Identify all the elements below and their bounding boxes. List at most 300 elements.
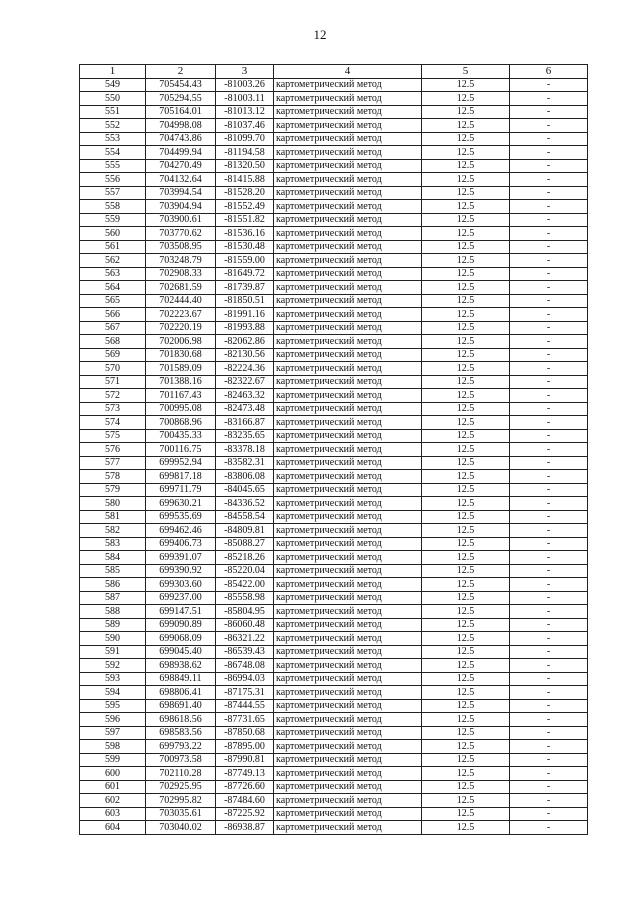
note-cell: - [510, 335, 588, 349]
accuracy-cell: 12.5 [422, 753, 510, 767]
y-coordinate-cell: -82473.48 [216, 402, 274, 416]
method-cell: картометрический метод [274, 618, 422, 632]
note-cell: - [510, 551, 588, 565]
header-cell: 3 [216, 65, 274, 79]
accuracy-cell: 12.5 [422, 92, 510, 106]
method-cell: картометрический метод [274, 92, 422, 106]
x-coordinate-cell: 704998.08 [146, 119, 216, 133]
table-row [80, 726, 588, 740]
table-row [80, 92, 588, 106]
y-coordinate-cell: -82062.86 [216, 335, 274, 349]
note-cell: - [510, 105, 588, 119]
accuracy-cell: 12.5 [422, 267, 510, 281]
accuracy-cell: 12.5 [422, 794, 510, 808]
y-coordinate-cell: -85422.00 [216, 578, 274, 592]
table-row [80, 483, 588, 497]
method-cell: картометрический метод [274, 645, 422, 659]
accuracy-cell: 12.5 [422, 335, 510, 349]
y-coordinate-cell: -81415.88 [216, 173, 274, 187]
table-row [80, 254, 588, 268]
x-coordinate-cell: 698938.62 [146, 659, 216, 673]
y-coordinate-cell: -85558.98 [216, 591, 274, 605]
y-coordinate-cell: -85220.04 [216, 564, 274, 578]
table-row [80, 699, 588, 713]
note-cell: - [510, 780, 588, 794]
y-coordinate-cell: -83806.08 [216, 470, 274, 484]
y-coordinate-cell: -81320.50 [216, 159, 274, 173]
point-number-cell: 598 [80, 740, 146, 754]
note-cell: - [510, 267, 588, 281]
x-coordinate-cell: 701388.16 [146, 375, 216, 389]
y-coordinate-cell: -81551.82 [216, 213, 274, 227]
method-cell: картометрический метод [274, 321, 422, 335]
method-cell: картометрический метод [274, 807, 422, 821]
y-coordinate-cell: -81552.49 [216, 200, 274, 214]
note-cell: - [510, 200, 588, 214]
note-cell: - [510, 254, 588, 268]
accuracy-cell: 12.5 [422, 767, 510, 781]
note-cell: - [510, 456, 588, 470]
x-coordinate-cell: 702006.98 [146, 335, 216, 349]
y-coordinate-cell: -81536.16 [216, 227, 274, 241]
table-row [80, 645, 588, 659]
page-number: 12 [313, 27, 327, 42]
accuracy-cell: 12.5 [422, 294, 510, 308]
header-cell: 6 [510, 65, 588, 79]
method-cell: картометрический метод [274, 794, 422, 808]
y-coordinate-cell: -87726.60 [216, 780, 274, 794]
x-coordinate-cell: 703248.79 [146, 254, 216, 268]
note-cell: - [510, 726, 588, 740]
point-number-cell: 573 [80, 402, 146, 416]
accuracy-cell: 12.5 [422, 713, 510, 727]
accuracy-cell: 12.5 [422, 240, 510, 254]
table-row [80, 470, 588, 484]
point-number-cell: 571 [80, 375, 146, 389]
method-cell: картометрический метод [274, 375, 422, 389]
x-coordinate-cell: 700868.96 [146, 416, 216, 430]
note-cell: - [510, 672, 588, 686]
note-cell: - [510, 578, 588, 592]
note-cell: - [510, 632, 588, 646]
note-cell: - [510, 294, 588, 308]
note-cell: - [510, 375, 588, 389]
point-number-cell: 559 [80, 213, 146, 227]
table-row [80, 564, 588, 578]
y-coordinate-cell: -82463.32 [216, 389, 274, 403]
x-coordinate-cell: 703035.61 [146, 807, 216, 821]
method-cell: картометрический метод [274, 537, 422, 551]
point-number-cell: 579 [80, 483, 146, 497]
table-row [80, 281, 588, 295]
y-coordinate-cell: -81194.58 [216, 146, 274, 160]
x-coordinate-cell: 699390.92 [146, 564, 216, 578]
table-row [80, 348, 588, 362]
note-cell: - [510, 416, 588, 430]
point-number-cell: 597 [80, 726, 146, 740]
x-coordinate-cell: 699406.73 [146, 537, 216, 551]
y-coordinate-cell: -87731.65 [216, 713, 274, 727]
y-coordinate-cell: -84558.54 [216, 510, 274, 524]
accuracy-cell: 12.5 [422, 132, 510, 146]
table-row [80, 443, 588, 457]
note-cell: - [510, 686, 588, 700]
coordinates-table [79, 64, 588, 835]
point-number-cell: 595 [80, 699, 146, 713]
point-number-cell: 549 [80, 78, 146, 92]
point-number-cell: 581 [80, 510, 146, 524]
accuracy-cell: 12.5 [422, 159, 510, 173]
x-coordinate-cell: 702223.67 [146, 308, 216, 322]
method-cell: картометрический метод [274, 564, 422, 578]
accuracy-cell: 12.5 [422, 173, 510, 187]
method-cell: картометрический метод [274, 132, 422, 146]
y-coordinate-cell: -87850.68 [216, 726, 274, 740]
method-cell: картометрический метод [274, 78, 422, 92]
note-cell: - [510, 807, 588, 821]
point-number-cell: 582 [80, 524, 146, 538]
note-cell: - [510, 402, 588, 416]
method-cell: картометрический метод [274, 389, 422, 403]
y-coordinate-cell: -83166.87 [216, 416, 274, 430]
table-row [80, 240, 588, 254]
y-coordinate-cell: -86938.87 [216, 821, 274, 835]
x-coordinate-cell: 699237.00 [146, 591, 216, 605]
method-cell: картометрический метод [274, 632, 422, 646]
y-coordinate-cell: -84045.65 [216, 483, 274, 497]
y-coordinate-cell: -83582.31 [216, 456, 274, 470]
table-row [80, 200, 588, 214]
accuracy-cell: 12.5 [422, 537, 510, 551]
table-row [80, 456, 588, 470]
y-coordinate-cell: -87990.81 [216, 753, 274, 767]
table-row [80, 294, 588, 308]
method-cell: картометрический метод [274, 470, 422, 484]
method-cell: картометрический метод [274, 767, 422, 781]
table-row [80, 335, 588, 349]
note-cell: - [510, 132, 588, 146]
point-number-cell: 562 [80, 254, 146, 268]
table-row [80, 510, 588, 524]
table-row [80, 659, 588, 673]
x-coordinate-cell: 702110.28 [146, 767, 216, 781]
note-cell: - [510, 227, 588, 241]
y-coordinate-cell: -81993.88 [216, 321, 274, 335]
note-cell: - [510, 605, 588, 619]
note-cell: - [510, 78, 588, 92]
table-row [80, 119, 588, 133]
x-coordinate-cell: 698583.56 [146, 726, 216, 740]
point-number-cell: 569 [80, 348, 146, 362]
x-coordinate-cell: 704132.64 [146, 173, 216, 187]
note-cell: - [510, 92, 588, 106]
method-cell: картометрический метод [274, 308, 422, 322]
table-row [80, 375, 588, 389]
x-coordinate-cell: 702925.95 [146, 780, 216, 794]
y-coordinate-cell: -87175.31 [216, 686, 274, 700]
y-coordinate-cell: -86994.03 [216, 672, 274, 686]
point-number-cell: 590 [80, 632, 146, 646]
y-coordinate-cell: -85218.26 [216, 551, 274, 565]
point-number-cell: 602 [80, 794, 146, 808]
x-coordinate-cell: 705164.01 [146, 105, 216, 119]
method-cell: картометрический метод [274, 659, 422, 673]
table-row [80, 402, 588, 416]
table-row [80, 227, 588, 241]
note-cell: - [510, 713, 588, 727]
method-cell: картометрический метод [274, 524, 422, 538]
point-number-cell: 586 [80, 578, 146, 592]
note-cell: - [510, 159, 588, 173]
method-cell: картометрический метод [274, 402, 422, 416]
y-coordinate-cell: -81739.87 [216, 281, 274, 295]
accuracy-cell: 12.5 [422, 389, 510, 403]
x-coordinate-cell: 703904.94 [146, 200, 216, 214]
x-coordinate-cell: 704499.94 [146, 146, 216, 160]
x-coordinate-cell: 700995.08 [146, 402, 216, 416]
method-cell: картометрический метод [274, 105, 422, 119]
table-row [80, 794, 588, 808]
x-coordinate-cell: 701830.68 [146, 348, 216, 362]
note-cell: - [510, 119, 588, 133]
method-cell: картометрический метод [274, 416, 422, 430]
header-cell: 5 [422, 65, 510, 79]
x-coordinate-cell: 704270.49 [146, 159, 216, 173]
point-number-cell: 588 [80, 605, 146, 619]
accuracy-cell: 12.5 [422, 78, 510, 92]
header-cell: 4 [274, 65, 422, 79]
accuracy-cell: 12.5 [422, 119, 510, 133]
accuracy-cell: 12.5 [422, 416, 510, 430]
y-coordinate-cell: -81099.70 [216, 132, 274, 146]
accuracy-cell: 12.5 [422, 551, 510, 565]
table-row [80, 362, 588, 376]
table-row [80, 740, 588, 754]
accuracy-cell: 12.5 [422, 780, 510, 794]
y-coordinate-cell: -81013.12 [216, 105, 274, 119]
note-cell: - [510, 659, 588, 673]
note-cell: - [510, 483, 588, 497]
table-row [80, 537, 588, 551]
note-cell: - [510, 524, 588, 538]
point-number-cell: 585 [80, 564, 146, 578]
point-number-cell: 593 [80, 672, 146, 686]
point-number-cell: 551 [80, 105, 146, 119]
point-number-cell: 560 [80, 227, 146, 241]
method-cell: картометрический метод [274, 119, 422, 133]
method-cell: картометрический метод [274, 456, 422, 470]
point-number-cell: 578 [80, 470, 146, 484]
x-coordinate-cell: 701167.43 [146, 389, 216, 403]
y-coordinate-cell: -81037.46 [216, 119, 274, 133]
table-row [80, 497, 588, 511]
method-cell: картометрический метод [274, 672, 422, 686]
method-cell: картометрический метод [274, 429, 422, 443]
x-coordinate-cell: 699793.22 [146, 740, 216, 754]
table-row [80, 821, 588, 835]
table-row [80, 686, 588, 700]
header-cell: 1 [80, 65, 146, 79]
note-cell: - [510, 240, 588, 254]
accuracy-cell: 12.5 [422, 200, 510, 214]
point-number-cell: 557 [80, 186, 146, 200]
x-coordinate-cell: 703900.61 [146, 213, 216, 227]
method-cell: картометрический метод [274, 254, 422, 268]
accuracy-cell: 12.5 [422, 497, 510, 511]
accuracy-cell: 12.5 [422, 699, 510, 713]
x-coordinate-cell: 698849.11 [146, 672, 216, 686]
x-coordinate-cell: 699535.69 [146, 510, 216, 524]
point-number-cell: 596 [80, 713, 146, 727]
x-coordinate-cell: 699090.89 [146, 618, 216, 632]
table-row [80, 767, 588, 781]
table-row [80, 213, 588, 227]
y-coordinate-cell: -82130.56 [216, 348, 274, 362]
y-coordinate-cell: -81003.11 [216, 92, 274, 106]
method-cell: картометрический метод [274, 483, 422, 497]
note-cell: - [510, 497, 588, 511]
x-coordinate-cell: 703508.95 [146, 240, 216, 254]
x-coordinate-cell: 702681.59 [146, 281, 216, 295]
accuracy-cell: 12.5 [422, 281, 510, 295]
accuracy-cell: 12.5 [422, 564, 510, 578]
accuracy-cell: 12.5 [422, 578, 510, 592]
accuracy-cell: 12.5 [422, 308, 510, 322]
y-coordinate-cell: -87225.92 [216, 807, 274, 821]
y-coordinate-cell: -81649.72 [216, 267, 274, 281]
accuracy-cell: 12.5 [422, 483, 510, 497]
note-cell: - [510, 645, 588, 659]
note-cell: - [510, 537, 588, 551]
point-number-cell: 580 [80, 497, 146, 511]
accuracy-cell: 12.5 [422, 362, 510, 376]
table-row [80, 524, 588, 538]
point-number-cell: 600 [80, 767, 146, 781]
note-cell: - [510, 362, 588, 376]
method-cell: картометрический метод [274, 713, 422, 727]
note-cell: - [510, 443, 588, 457]
accuracy-cell: 12.5 [422, 213, 510, 227]
y-coordinate-cell: -81528.20 [216, 186, 274, 200]
y-coordinate-cell: -86321.22 [216, 632, 274, 646]
y-coordinate-cell: -81559.00 [216, 254, 274, 268]
method-cell: картометрический метод [274, 821, 422, 835]
x-coordinate-cell: 700116.75 [146, 443, 216, 457]
y-coordinate-cell: -81003.26 [216, 78, 274, 92]
table-row [80, 105, 588, 119]
point-number-cell: 558 [80, 200, 146, 214]
accuracy-cell: 12.5 [422, 443, 510, 457]
point-number-cell: 550 [80, 92, 146, 106]
accuracy-cell: 12.5 [422, 227, 510, 241]
note-cell: - [510, 794, 588, 808]
y-coordinate-cell: -86748.08 [216, 659, 274, 673]
accuracy-cell: 12.5 [422, 672, 510, 686]
x-coordinate-cell: 702908.33 [146, 267, 216, 281]
method-cell: картометрический метод [274, 173, 422, 187]
note-cell: - [510, 186, 588, 200]
table-row [80, 713, 588, 727]
accuracy-cell: 12.5 [422, 429, 510, 443]
x-coordinate-cell: 698806.41 [146, 686, 216, 700]
note-cell: - [510, 146, 588, 160]
y-coordinate-cell: -86539.43 [216, 645, 274, 659]
accuracy-cell: 12.5 [422, 510, 510, 524]
point-number-cell: 583 [80, 537, 146, 551]
x-coordinate-cell: 699045.40 [146, 645, 216, 659]
y-coordinate-cell: -81530.48 [216, 240, 274, 254]
note-cell: - [510, 321, 588, 335]
x-coordinate-cell: 699147.51 [146, 605, 216, 619]
x-coordinate-cell: 703040.02 [146, 821, 216, 835]
accuracy-cell: 12.5 [422, 321, 510, 335]
method-cell: картометрический метод [274, 780, 422, 794]
x-coordinate-cell: 705294.55 [146, 92, 216, 106]
accuracy-cell: 12.5 [422, 524, 510, 538]
x-coordinate-cell: 699462.46 [146, 524, 216, 538]
x-coordinate-cell: 703994.54 [146, 186, 216, 200]
accuracy-cell: 12.5 [422, 821, 510, 835]
x-coordinate-cell: 702444.40 [146, 294, 216, 308]
y-coordinate-cell: -83235.65 [216, 429, 274, 443]
point-number-cell: 604 [80, 821, 146, 835]
accuracy-cell: 12.5 [422, 618, 510, 632]
point-number-cell: 566 [80, 308, 146, 322]
table-row [80, 578, 588, 592]
note-cell: - [510, 213, 588, 227]
y-coordinate-cell: -81850.51 [216, 294, 274, 308]
note-cell: - [510, 564, 588, 578]
method-cell: картометрический метод [274, 348, 422, 362]
method-cell: картометрический метод [274, 240, 422, 254]
method-cell: картометрический метод [274, 267, 422, 281]
point-number-cell: 574 [80, 416, 146, 430]
method-cell: картометрический метод [274, 335, 422, 349]
note-cell: - [510, 767, 588, 781]
point-number-cell: 599 [80, 753, 146, 767]
point-number-cell: 567 [80, 321, 146, 335]
x-coordinate-cell: 699303.60 [146, 578, 216, 592]
note-cell: - [510, 389, 588, 403]
note-cell: - [510, 281, 588, 295]
accuracy-cell: 12.5 [422, 605, 510, 619]
method-cell: картометрический метод [274, 200, 422, 214]
point-number-cell: 570 [80, 362, 146, 376]
x-coordinate-cell: 699630.21 [146, 497, 216, 511]
point-number-cell: 591 [80, 645, 146, 659]
x-coordinate-cell: 705454.43 [146, 78, 216, 92]
method-cell: картометрический метод [274, 753, 422, 767]
point-number-cell: 565 [80, 294, 146, 308]
y-coordinate-cell: -81991.16 [216, 308, 274, 322]
table-row [80, 308, 588, 322]
y-coordinate-cell: -84336.52 [216, 497, 274, 511]
accuracy-cell: 12.5 [422, 470, 510, 484]
table-row [80, 632, 588, 646]
y-coordinate-cell: -82224.36 [216, 362, 274, 376]
accuracy-cell: 12.5 [422, 659, 510, 673]
x-coordinate-cell: 699391.07 [146, 551, 216, 565]
x-coordinate-cell: 701589.09 [146, 362, 216, 376]
point-number-cell: 601 [80, 780, 146, 794]
table-row [80, 618, 588, 632]
accuracy-cell: 12.5 [422, 740, 510, 754]
note-cell: - [510, 753, 588, 767]
x-coordinate-cell: 699817.18 [146, 470, 216, 484]
accuracy-cell: 12.5 [422, 645, 510, 659]
method-cell: картометрический метод [274, 497, 422, 511]
point-number-cell: 552 [80, 119, 146, 133]
